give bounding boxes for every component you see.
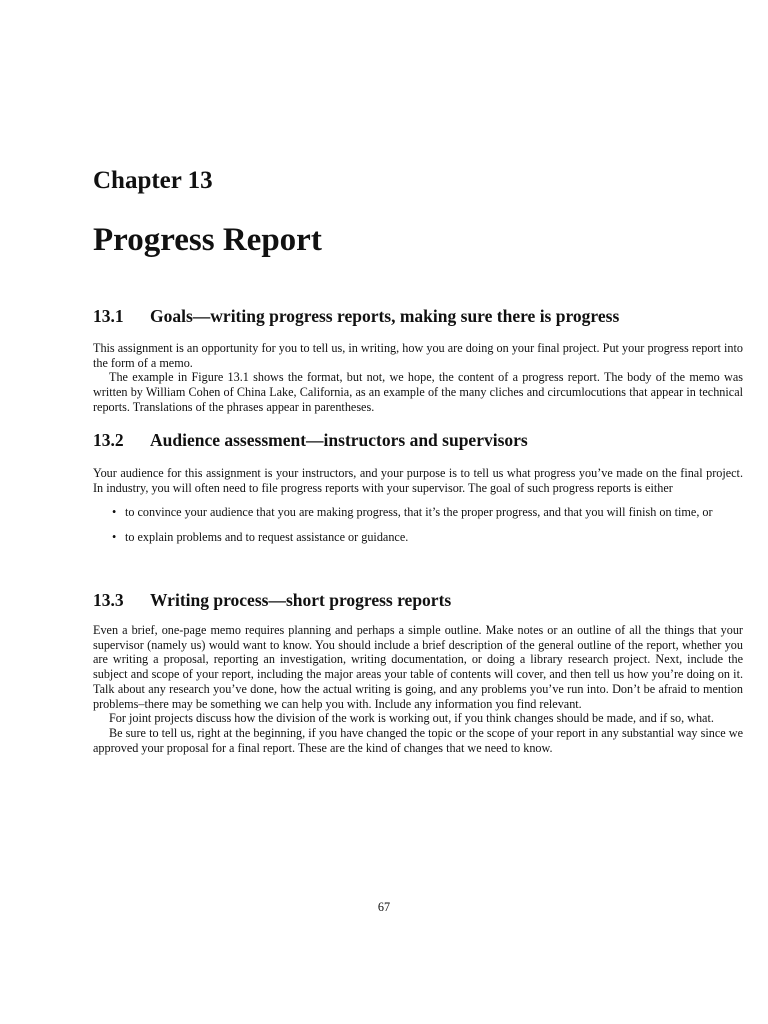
- section-writing-process: [93, 589, 743, 755]
- paragraph: Even a brief, one-page memo requires planning and perhaps a simple outline. Make notes or an outline of all the things that your supervisor (namely us) would want to know. You should include a brief description of the general outline of the report, whether you are writing a proposal, reporting an investigation, writing documentation, or doing a library research project. Next, include the subject and scope of your report, including the major areas your table of contents will cover, and then tell us how you’re doing on it. Talk about any research you’ve done, how the actual writing is going, and any problems you’ve run into. Don’t be afraid to mention problems–there may be something we can help you with. Include any information you find relevant.: [93, 623, 743, 711]
- section-number: 13.2: [93, 430, 124, 450]
- chapter-label: Chapter 13: [93, 167, 213, 194]
- paragraph: For joint projects discuss how the division of the work is working out, if you think changes should be made, and if so, what.: [109, 711, 714, 726]
- section-heading: [93, 429, 743, 451]
- section-body: [93, 466, 743, 495]
- section-title: Audience assessment—instructors and supervisors: [150, 430, 528, 450]
- section-body: [93, 341, 743, 415]
- bullet-icon: •: [112, 505, 117, 520]
- section-heading: [93, 305, 743, 327]
- list-item: [112, 505, 743, 520]
- paragraph: The example in Figure 13.1 shows the format, but not, we hope, the content of a progress report. The body of the memo was written by William Cohen of China Lake, California, as an example of the many cliches and circumlocutions that appear in technical reports. Translations of the phrases appear in parentheses.: [93, 370, 743, 414]
- section-title: Writing process—short progress reports: [150, 590, 452, 610]
- section-heading: [93, 589, 743, 611]
- bullet-icon: •: [112, 530, 117, 545]
- chapter-title: Progress Report: [93, 222, 322, 258]
- paragraph: This assignment is an opportunity for you to tell us, in writing, how you are doing on your final project. Put your progress report into the form of a memo.: [93, 341, 743, 370]
- list-item: [112, 530, 743, 545]
- page-number: 67: [377, 900, 391, 914]
- list-item-text: to convince your audience that you are making progress, that it’s the proper progress, and that you will finish on time, or: [125, 505, 713, 520]
- paragraph: Your audience for this assignment is your instructors, and your purpose is to tell us what progress you’ve made on the final project. In industry, you will often need to file progress reports with your supervisor. The goal of such progress reports is either: [93, 466, 743, 495]
- section-goals: [93, 305, 743, 415]
- section-title: Goals—writing progress reports, making sure there is progress: [150, 306, 620, 326]
- bullet-list: [93, 505, 743, 544]
- list-item-text: to explain problems and to request assistance or guidance.: [125, 530, 409, 545]
- section-body: [93, 623, 743, 755]
- section-audience-assessment: [93, 429, 743, 555]
- section-number: 13.1: [93, 306, 124, 326]
- section-number: 13.3: [93, 590, 124, 610]
- paragraph: Be sure to tell us, right at the beginning, if you have changed the topic or the scope of your report in any substantial way since we approved your proposal for a final report. These are the kind of changes that we need to know.: [93, 725, 743, 755]
